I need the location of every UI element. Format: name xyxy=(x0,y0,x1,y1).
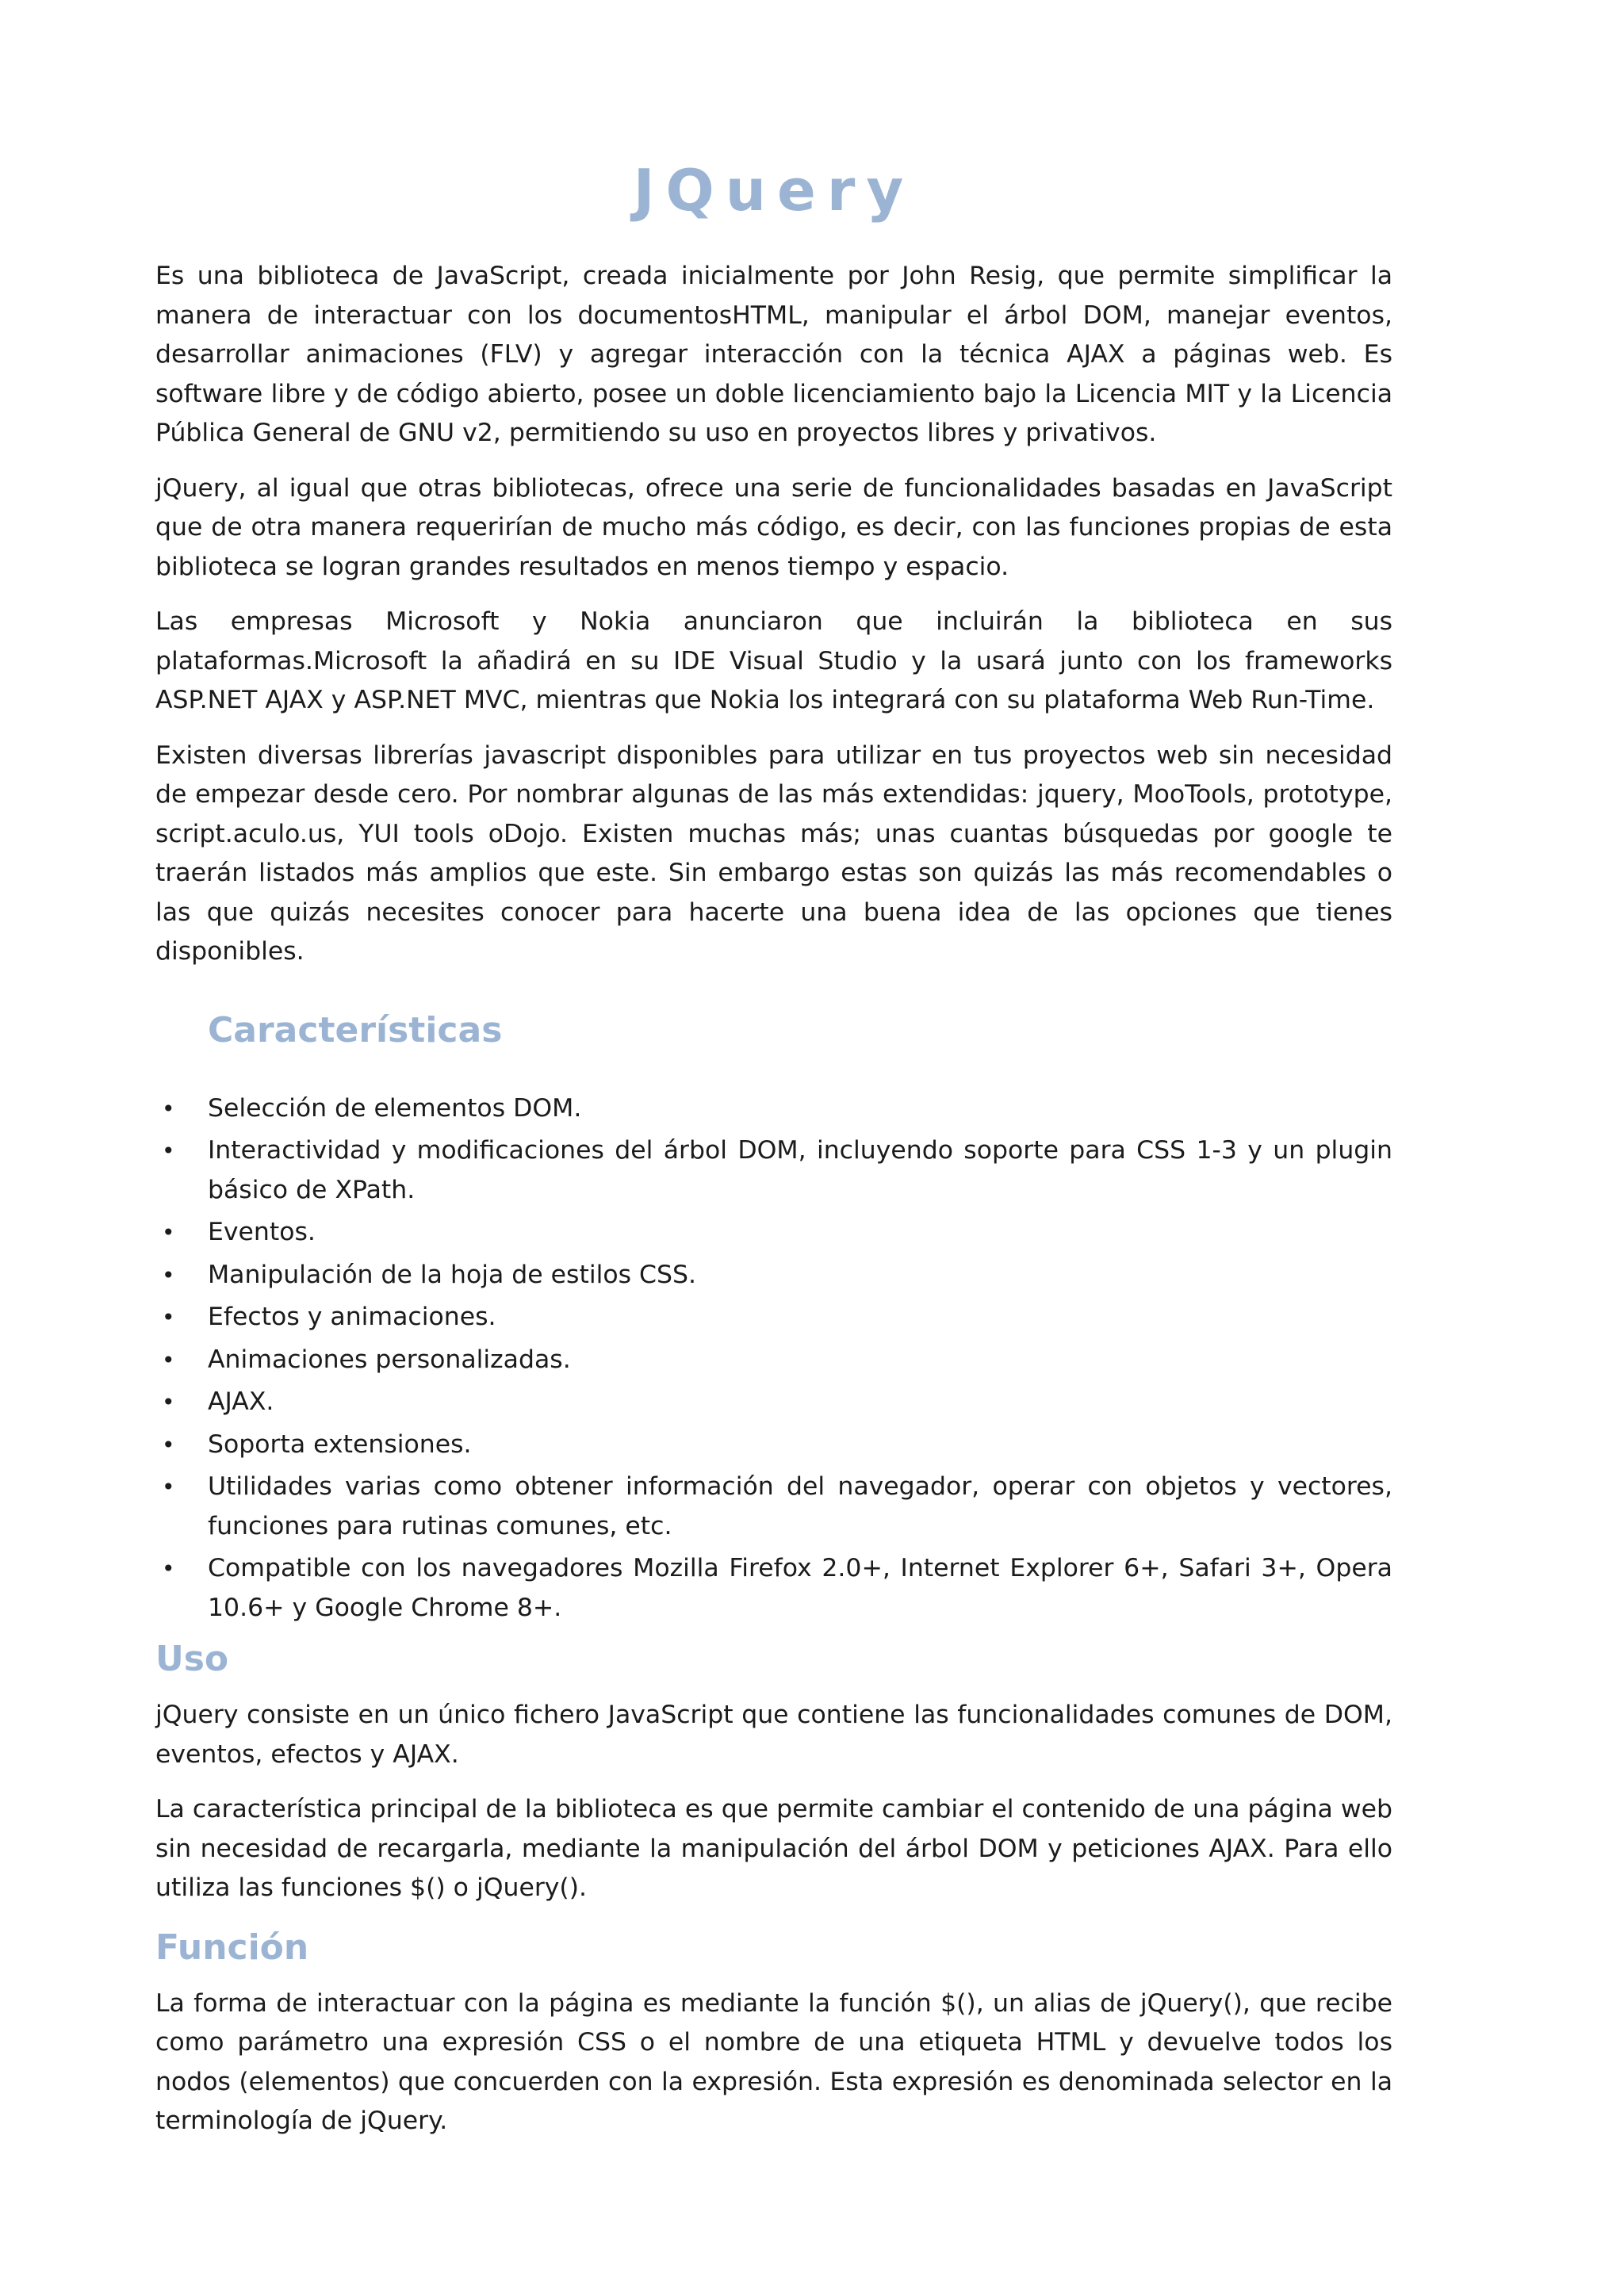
list-item xyxy=(155,1383,1392,1422)
intro-paragraph-3: Las empresas Microsoft y Nokia anunciaron que incluirán la biblioteca en sus plataformas.Microsoft la añadirá en su IDE Visual Studio y la usará junto con los frameworks ASP.NET AJAX y ASP.NET MVC, mientras que Nokia los integrará con su plataforma Web Run-Time. xyxy=(155,607,1392,714)
uso-heading: Uso xyxy=(155,1639,229,1679)
list-item xyxy=(155,1213,1392,1253)
bullet-icon: • xyxy=(162,1346,175,1373)
list-item xyxy=(155,1549,1392,1628)
list-item-text: Efectos y animaciones. xyxy=(208,1303,496,1331)
funcion-heading: Función xyxy=(155,1927,309,1968)
document-content xyxy=(155,151,1392,2157)
features-heading: Características xyxy=(208,1009,503,1050)
intro-paragraph-4: Existen diversas librerías javascript disponibles para utilizar en tus proyectos web sin necesidad de empezar desde cero. Por nombrar algunas de las más extendidas: jquery, MooTools, prototype, script.aculo.us, YUI tools oDojo. Existen muchas más; unas cuantas búsquedas por google te traerán listados más amplios que este. Sin embargo estas son quizás las más recomendables o las que quizás necesites conocer para hacerte una buena idea de las opciones que tienes disponibles. xyxy=(155,740,1392,966)
list-item xyxy=(155,1089,1392,1129)
list-item xyxy=(155,1256,1392,1295)
bullet-icon: • xyxy=(162,1095,175,1122)
bullet-icon: • xyxy=(162,1138,175,1164)
list-item-text: Utilidades varias como obtener información del navegador, operar con objetos y vectores, funciones para rutinas comunes, etc. xyxy=(208,1472,1392,1540)
bullet-icon: • xyxy=(162,1304,175,1330)
list-item-text: Compatible con los navegadores Mozilla Firefox 2.0+, Internet Explorer 6+, Safari 3+, Opera 10.6+ y Google Chrome 8+. xyxy=(208,1554,1392,1622)
list-item xyxy=(155,1131,1392,1210)
list-item xyxy=(155,1425,1392,1465)
list-item xyxy=(155,1298,1392,1337)
uso-paragraph-1: jQuery consiste en un único fichero JavaScript que contiene las funcionalidades comunes de DOM, eventos, efectos y AJAX. xyxy=(155,1701,1392,1769)
intro-paragraph-2: jQuery, al igual que otras bibliotecas, ofrece una serie de funcionalidades basadas en JavaScript que de otra manera requerirían de mucho más código, es decir, con las funciones propias de esta biblioteca se logran grandes resultados en menos tiempo y espacio. xyxy=(155,473,1392,581)
bullet-icon: • xyxy=(162,1556,175,1582)
list-item-text: Selección de elementos DOM. xyxy=(208,1093,582,1123)
bullet-icon: • xyxy=(162,1431,175,1458)
list-item xyxy=(155,1468,1392,1546)
list-item-text: Eventos. xyxy=(208,1218,316,1246)
intro-paragraph-1: Es una biblioteca de JavaScript, creada inicialmente por John Resig, que permite simplificar la manera de interactuar con los documentosHTML, manipular el árbol DOM, manejar eventos, desarrollar animaciones (FLV) y agregar interacción con la técnica AJAX a páginas web. Es software libre y de código abierto, posee un doble licenciamiento bajo la Licencia MIT y la Licencia Pública General de GNU v2, permitiendo su uso en proyectos libres y privativos. xyxy=(155,262,1392,447)
list-item xyxy=(155,1341,1392,1380)
document-title: JQuery xyxy=(633,157,915,224)
list-item-text: Manipulación de la hoja de estilos CSS. xyxy=(208,1260,697,1289)
funcion-paragraph-1: La forma de interactuar con la página es mediante la función $(), un alias de jQuery(), que recibe como parámetro una expresión CSS o el nombre de una etiqueta HTML y devuelve todos los nodos (elementos) que concuerden con la expresión. Esta expresión es denominada selector en la terminología de jQuery. xyxy=(155,1988,1392,2135)
list-item-text: AJAX. xyxy=(208,1387,274,1416)
features-list xyxy=(155,1089,1392,1628)
bullet-icon: • xyxy=(162,1261,175,1288)
uso-paragraph-2: La característica principal de la biblioteca es que permite cambiar el contenido de una página web sin necesidad de recargarla, mediante la manipulación del árbol DOM y peticiones AJAX. Para ello utiliza las funciones $() o jQuery(). xyxy=(155,1795,1392,1902)
bullet-icon: • xyxy=(162,1219,175,1246)
bullet-icon: • xyxy=(162,1389,175,1415)
bullet-icon: • xyxy=(162,1474,175,1500)
list-item-text: Animaciones personalizadas. xyxy=(208,1345,571,1374)
list-item-text: Interactividad y modificaciones del árbol DOM, incluyendo soporte para CSS 1-3 y un plugin básico de XPath. xyxy=(208,1136,1392,1204)
list-item-text: Soporta extensiones. xyxy=(208,1429,472,1459)
